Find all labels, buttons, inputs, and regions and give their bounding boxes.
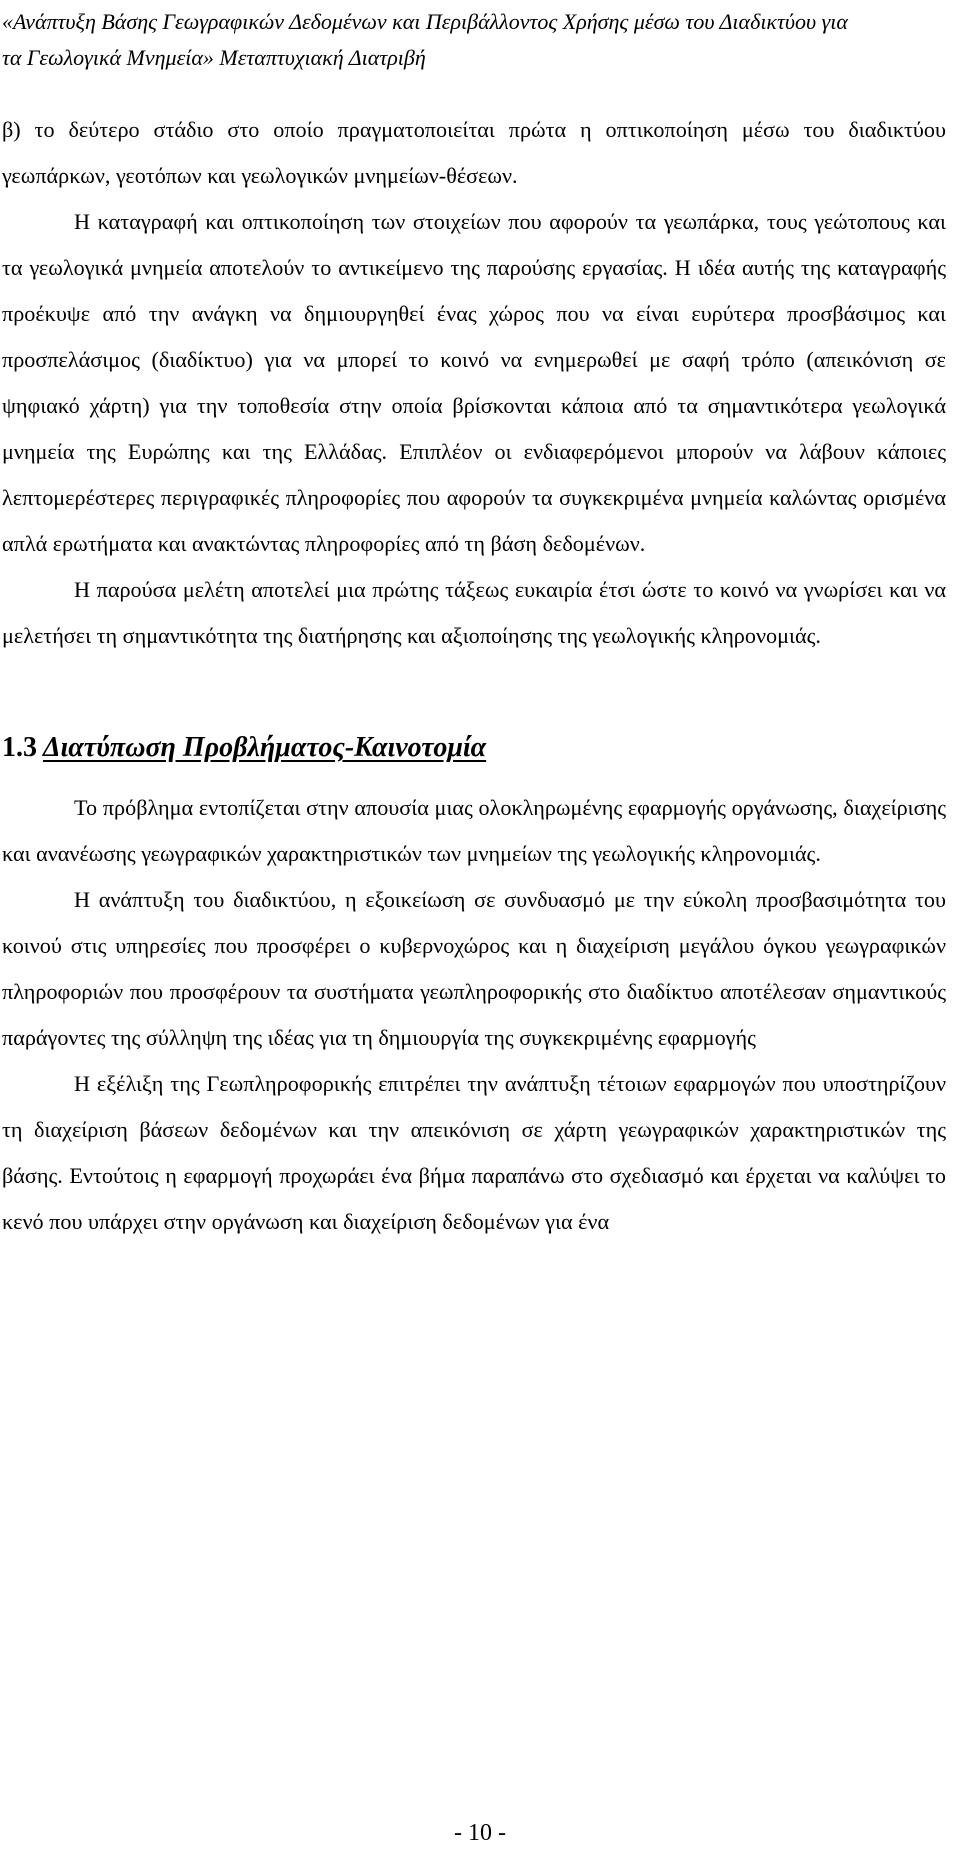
page-number: - 10 - — [454, 1820, 506, 1846]
running-header — [2, 4, 950, 76]
paragraph-geoinformatics: Η εξέλιξη της Γεωπληροφορικής επιτρέπει την ανάπτυξη τέτοιων εφαρμογών που υποστηρίζουν τη διαχείριση βάσεων δεδομένων και την απεικόνιση σε χάρτη γεωγραφικών χαρακτηριστικών της βάσης. Εντούτοις η εφαρμογή προχωράει ένα βήμα παραπάνω στο σχεδιασμό και έρχεται να καλύψει το κενό που υπάρχει στην οργάνωση και διαχείριση δεδομένων για ένα — [2, 1071, 946, 1234]
paragraph-present-study: Η παρούσα μελέτη αποτελεί μια πρώτης τάξεως ευκαιρία έτσι ώστε το κοινό να γνωρίσει και να μελετήσει τη σημαντικότητα της διατήρησης και αξιοποίησης της γεωλογικής κληρονομιάς. — [2, 577, 946, 648]
paragraph-problem: Το πρόβλημα εντοπίζεται στην απουσία μιας ολοκληρωμένης εφαρμογής οργάνωσης, διαχείρισης και ανανέωσης γεωγραφικών χαρακτηριστικών των μνημείων της γεωλογικής κληρονομιάς. — [2, 795, 946, 866]
section-heading — [2, 725, 946, 771]
section-number: 1.3 — [2, 732, 37, 763]
header-line-1: «Ανάπτυξη Βάσης Γεωγραφικών Δεδομένων και Περιβάλλοντος Χρήσης μέσω του Διαδικτύου για — [2, 9, 848, 34]
paragraph-recording: Η καταγραφή και οπτικοποίηση των στοιχείων που αφορούν τα γεωπάρκα, τους γεώτοπους και τα γεωλογικά μνημεία αποτελούν το αντικείμενο της παρούσης εργασίας. Η ιδέα αυτής της καταγραφής προέκυψε από την ανάγκη να δημιουργηθεί ένας χώρος που να είναι ευρύτερα προσβάσιμος και προσπελάσιμος (διαδίκτυο) για να μπορεί το κοινό να ενημερωθεί με σαφή τρόπο (απεικόνιση σε ψηφιακό χάρτη) για την τοποθεσία στην οποία βρίσκονται κάποια από τα σημαντικότερα γεωλογικά μνημεία της Ευρώπης και της Ελλάδας. Επιπλέον οι ενδιαφερόμενοι μπορούν να λάβουν κάποιες λεπτομερέστερες περιγραφικές πληροφορίες που αφορούν τα συγκεκριμένα μνημεία καλώντας ορισμένα απλά ερωτήματα και ανακτώντας πληροφορίες από τη βάση δεδομένων. — [2, 209, 946, 556]
body-text — [2, 107, 946, 1245]
paragraph-internet-development: Η ανάπτυξη του διαδικτύου, η εξοικείωση σε συνδυασμό με την εύκολη προσβασιμότητα του κοινού στις υπηρεσίες που προσφέρει ο κυβερνοχώρος και η διαχείριση μεγάλου όγκου γεωγραφικών πληροφοριών που προσφέρουν τα συστήματα γεωπληροφορικής στο διαδίκτυο αποτέλεσαν σημαντικούς παράγοντες της σύλληψη της ιδέας για τη δημιουργία της συγκεκριμένης εφαρμογής — [2, 887, 946, 1050]
section-title: Διατύπωση Προβλήματος-Καινοτομία — [42, 732, 487, 763]
paragraph-stage-b: β) το δεύτερο στάδιο στο οποίο πραγματοποιείται πρώτα η οπτικοποίηση μέσω του διαδικτύου γεωπάρκων, γεοτόπων και γεωλογικών μνημείων-θέσεων. — [2, 117, 946, 188]
header-line-2: τα Γεωλογικά Μνημεία» Μεταπτυχιακή Διατριβή — [2, 45, 426, 70]
